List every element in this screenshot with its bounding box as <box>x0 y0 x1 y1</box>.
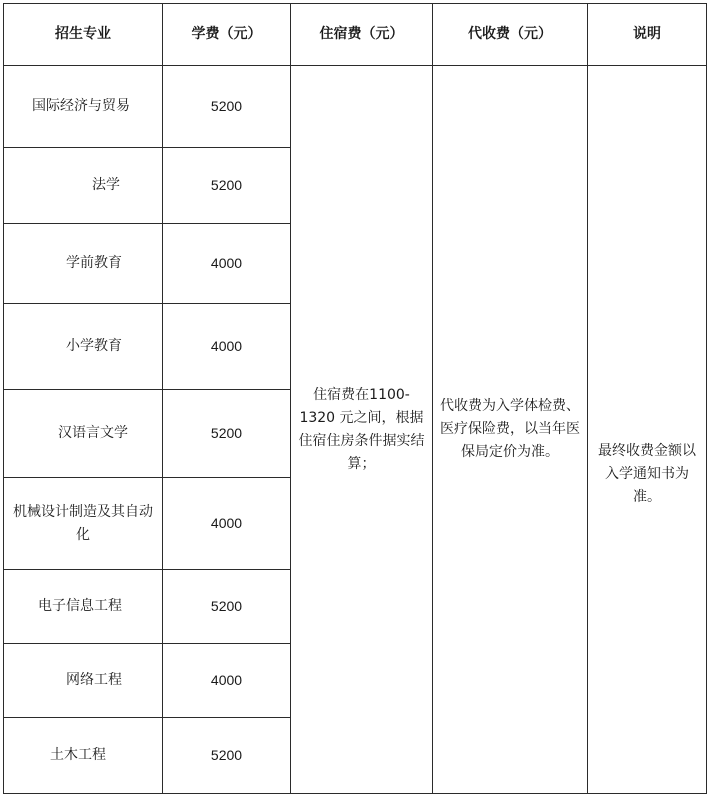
header-tuition: 学费（元） <box>163 4 291 66</box>
major-name: 机械设计制造及其自动化 <box>4 478 163 570</box>
explanation-note <box>588 66 707 794</box>
table-row <box>4 66 707 148</box>
major-name: 学前教育 <box>4 224 163 304</box>
header-accommodation: 住宿费（元） <box>291 4 433 66</box>
tuition-value: 5200 <box>163 148 291 224</box>
collection-fee-note <box>433 66 588 794</box>
tuition-value: 5200 <box>163 66 291 148</box>
major-name: 土木工程 <box>4 718 163 794</box>
major-name: 网络工程 <box>4 644 163 718</box>
fee-table <box>3 3 707 794</box>
explanation-note-text: 最终收费金额以入学通知书为准。 <box>598 443 696 505</box>
tuition-value: 5200 <box>163 718 291 794</box>
header-explanation: 说明 <box>588 4 707 66</box>
tuition-value: 5200 <box>163 390 291 478</box>
major-name: 汉语言文学 <box>4 390 163 478</box>
tuition-value: 4000 <box>163 478 291 570</box>
header-major: 招生专业 <box>4 4 163 66</box>
tuition-value: 5200 <box>163 570 291 644</box>
collection-fee-note-text: 代收费为入学体检费、医疗保险费，以当年医保局定价为准。 <box>440 398 580 460</box>
tuition-value: 4000 <box>163 224 291 304</box>
major-name: 国际经济与贸易 <box>4 66 163 148</box>
accommodation-note-text: 住宿费在1100-1320 元之间，根据住宿住房条件据实结算； <box>298 386 425 472</box>
header-collection-fee: 代收费（元） <box>433 4 588 66</box>
header-row <box>4 4 707 66</box>
major-name: 法学 <box>4 148 163 224</box>
tuition-value: 4000 <box>163 644 291 718</box>
tuition-value: 4000 <box>163 304 291 390</box>
major-name: 电子信息工程 <box>4 570 163 644</box>
major-name: 小学教育 <box>4 304 163 390</box>
accommodation-note <box>291 66 433 794</box>
